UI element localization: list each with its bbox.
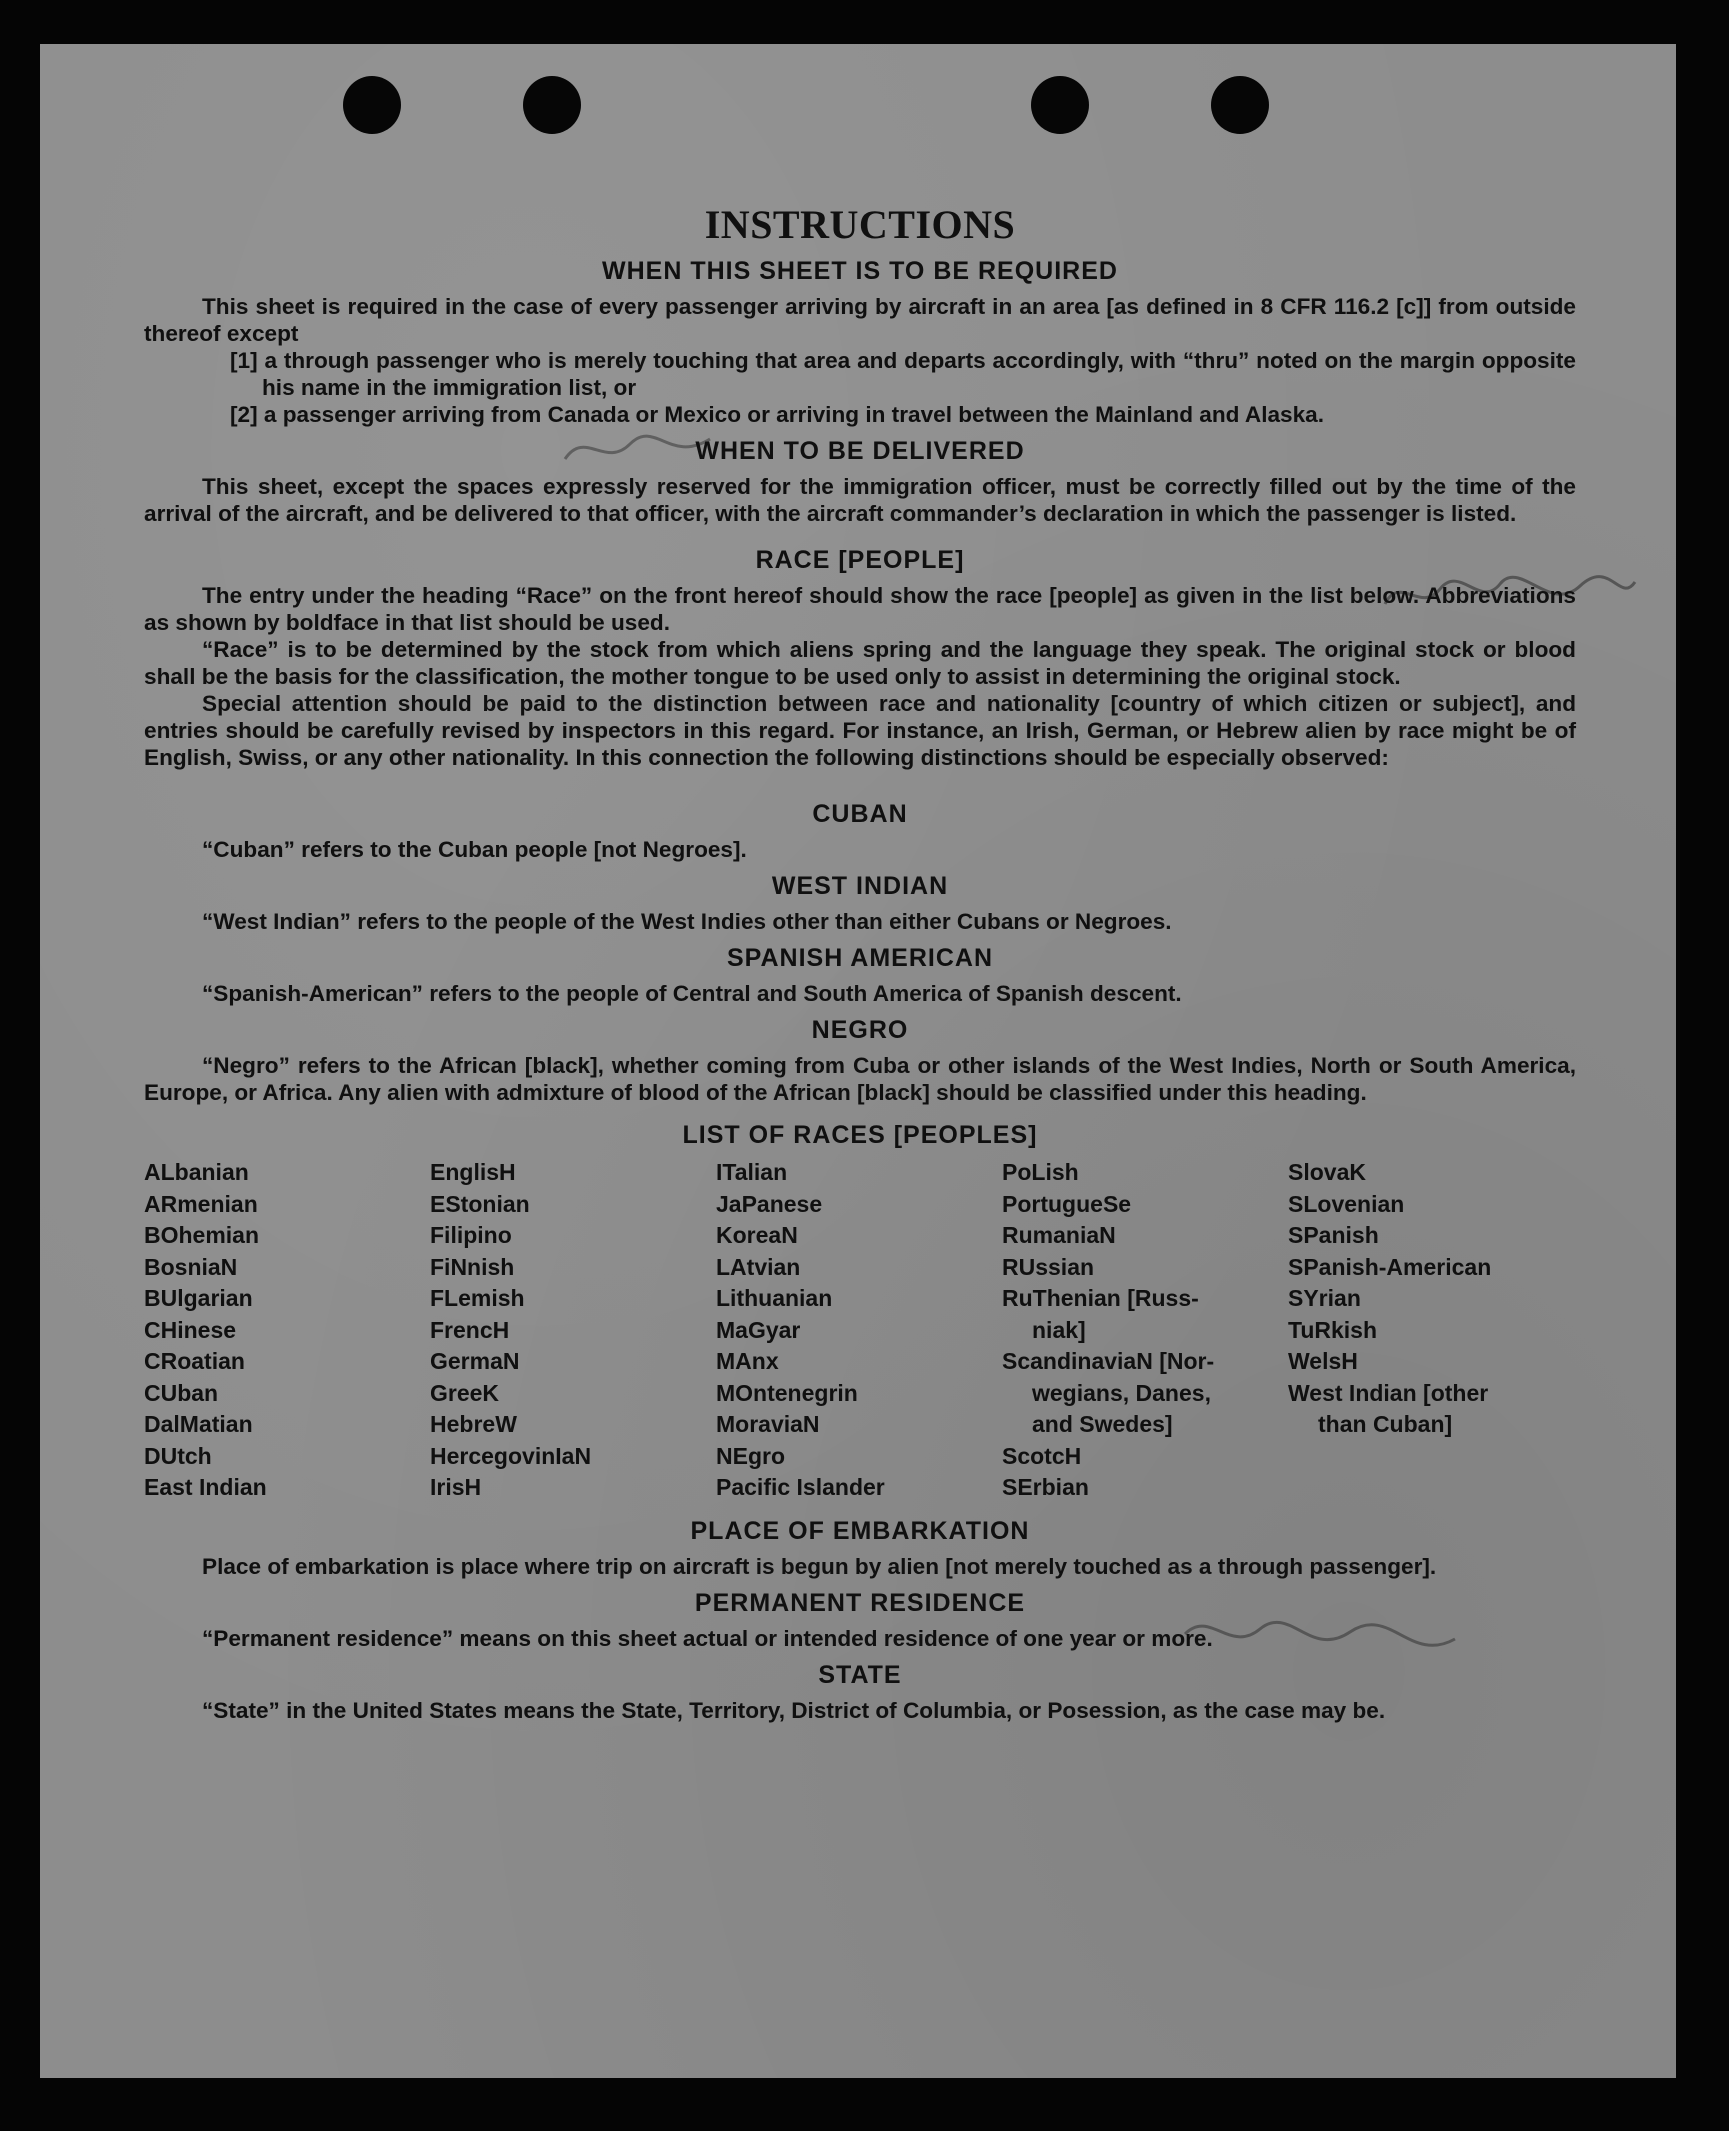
race-entry: SYrian (1288, 1285, 1361, 1311)
race-entry: ARmenian (144, 1190, 258, 1217)
race-entry: HebreW (430, 1411, 517, 1437)
heading-embarkation: PLACE OF EMBARKATION (690, 1516, 1030, 1545)
race-entry: TuRkish (1288, 1316, 1378, 1343)
race-entry: NEgro (716, 1442, 785, 1469)
heading-west-indian: WEST INDIAN (771, 872, 949, 900)
race-paragraph: The entry under the heading “Race” on the front hereof should show the race [people] as given in the list below. Abbreviations as shown by boldface in that list should be used. (144, 583, 1576, 635)
race-entry: SPanish-American (1288, 1253, 1492, 1280)
required-item-1: [1] a through passenger who is merely touching that area and departs accordingly, with “thru” noted on the margin opposite his name in the immigration list, or (230, 348, 1576, 400)
heading-list-of-races: LIST OF RACES [PEOPLES] (682, 1121, 1038, 1149)
race-entry: JaPanese (716, 1190, 823, 1217)
race-entry: RumaniaN (1002, 1222, 1116, 1248)
residence-text: “Permanent residence” means on this sheet actual or intended residence of one year or more. (202, 1625, 1213, 1651)
spanish-american-text: “Spanish-American” refers to the people of Central and South America of Spanish descent. (202, 981, 1182, 1006)
race-entry: BOhemian (144, 1222, 260, 1248)
required-intro: This sheet is required in the case of every passenger arriving by aircraft in an area [as defined in 8 CFR 116.2 [c]] from outside thereof except (144, 294, 1576, 346)
race-entry: RUssian (1002, 1253, 1095, 1280)
race-entry: West Indian [other (1288, 1379, 1489, 1406)
punch-hole (1031, 76, 1089, 134)
race-entry: FLemish (430, 1285, 525, 1311)
race-entry: than Cuban] (1318, 1411, 1453, 1437)
races-column (144, 1157, 430, 1504)
race-entry: PortugueSe (1002, 1190, 1132, 1217)
race-entry: MAnx (716, 1348, 779, 1374)
punch-hole (1211, 76, 1269, 134)
race-entry: wegians, Danes, (1032, 1379, 1211, 1406)
race-entry: SLovenian (1288, 1190, 1405, 1217)
races-column (1288, 1157, 1578, 1504)
race-entry: HercegovinIaN (430, 1442, 592, 1469)
races-column (1002, 1157, 1288, 1504)
instructions-body (144, 154, 1576, 1724)
race-entry: CHinese (144, 1316, 237, 1343)
race-entry: SErbian (1002, 1474, 1089, 1500)
race-entry: CRoatian (144, 1348, 245, 1374)
race-entry: LAtvian (716, 1253, 801, 1280)
race-entry: East Indian (144, 1474, 267, 1500)
punch-hole (343, 76, 401, 134)
race-entry: MoraviaN (716, 1411, 820, 1437)
heading-negro: NEGRO (811, 1016, 909, 1044)
race-entry: WelsH (1288, 1348, 1358, 1374)
race-entry: Lithuanian (716, 1285, 833, 1311)
race-entry: FrencH (430, 1316, 510, 1343)
page-title: INSTRUCTIONS (704, 202, 1016, 247)
race-entry: Filipino (430, 1222, 512, 1248)
heading-delivered: WHEN TO BE DELIVERED (695, 437, 1025, 465)
race-entry: DUtch (144, 1442, 212, 1469)
races-list (144, 1157, 1576, 1504)
west-indian-text: “West Indian” refers to the people of the West Indies other than either Cubans or Negroes. (202, 909, 1172, 934)
races-column (716, 1157, 1002, 1504)
race-entry: GermaN (430, 1348, 520, 1374)
race-entry: SlovaK (1288, 1159, 1366, 1185)
race-entry: FiNnish (430, 1253, 515, 1280)
required-item-2: [2] a passenger arriving from Canada or Mexico or arriving in travel between the Mainland and Alaska. (230, 402, 1325, 427)
race-entry: niak] (1032, 1316, 1086, 1343)
heading-cuban: CUBAN (812, 800, 908, 828)
heading-residence: PERMANENT RESIDENCE (694, 1588, 1026, 1617)
heading-state: STATE (818, 1660, 902, 1689)
punch-hole (523, 76, 581, 134)
race-entry: MOntenegrin (716, 1379, 858, 1406)
race-entry: CUban (144, 1379, 219, 1406)
heading-race: RACE [PEOPLE] (755, 546, 965, 574)
heading-required: WHEN THIS SHEET IS TO BE REQUIRED (602, 257, 1118, 285)
delivered-text: This sheet, except the spaces expressly reserved for the immigration officer, must be correctly filled out by the time of the arrival of the aircraft, and be delivered to that officer, with the aircraft commander’s declaration in which the passenger is listed. (144, 474, 1576, 526)
race-entry: GreeK (430, 1379, 500, 1406)
race-entry: SPanish (1288, 1222, 1379, 1248)
document-page (40, 44, 1676, 2078)
race-paragraph: “Race” is to be determined by the stock from which aliens spring and the language they speak. The original stock or blood shall be the basis for the classification, the mother tongue to be used only to assist in determining the original stock. (144, 637, 1576, 689)
race-entry: IrisH (430, 1474, 482, 1500)
race-entry: ScandinaviaN [Nor- (1002, 1348, 1215, 1374)
race-entry: DalMatian (144, 1411, 253, 1437)
embarkation-text: Place of embarkation is place where trip on aircraft is begun by alien [not merely touched as a through passenger]. (202, 1553, 1437, 1579)
race-entry: Pacific Islander (716, 1474, 885, 1500)
race-entry: EnglisH (430, 1159, 516, 1185)
race-entry: EStonian (430, 1190, 530, 1217)
race-entry: MaGyar (716, 1316, 801, 1343)
race-entry: KoreaN (716, 1222, 798, 1248)
race-entry: and Swedes] (1032, 1411, 1173, 1437)
race-entry: BosniaN (144, 1253, 238, 1280)
race-entry: ScotcH (1002, 1442, 1082, 1469)
race-entry: RuThenian [Russ- (1002, 1285, 1199, 1311)
race-entry: ITalian (716, 1159, 788, 1185)
race-entry: ALbanian (144, 1159, 249, 1185)
cuban-text: “Cuban” refers to the Cuban people [not Negroes]. (202, 837, 747, 862)
races-column (430, 1157, 716, 1504)
heading-spanish-american: SPANISH AMERICAN (726, 944, 993, 972)
race-entry: PoLish (1002, 1159, 1079, 1185)
state-text: “State” in the United States means the State, Territory, District of Columbia, or Posession, as the case may be. (202, 1697, 1386, 1723)
race-paragraph: Special attention should be paid to the distinction between race and nationality [country of which citizen or subject], and entries should be carefully revised by inspectors in this regard. For instance, an Irish, German, or Hebrew alien by race might be of English, Swiss, or any other nationality. In this connection the following distinctions should be especially observed: (144, 691, 1576, 770)
negro-text: “Negro” refers to the African [black], whether coming from Cuba or other islands of the West Indies, North or South America, Europe, or Africa. Any alien with admixture of blood of the African [black] should be classified under this heading. (144, 1053, 1576, 1105)
race-entry: BUlgarian (144, 1285, 253, 1311)
